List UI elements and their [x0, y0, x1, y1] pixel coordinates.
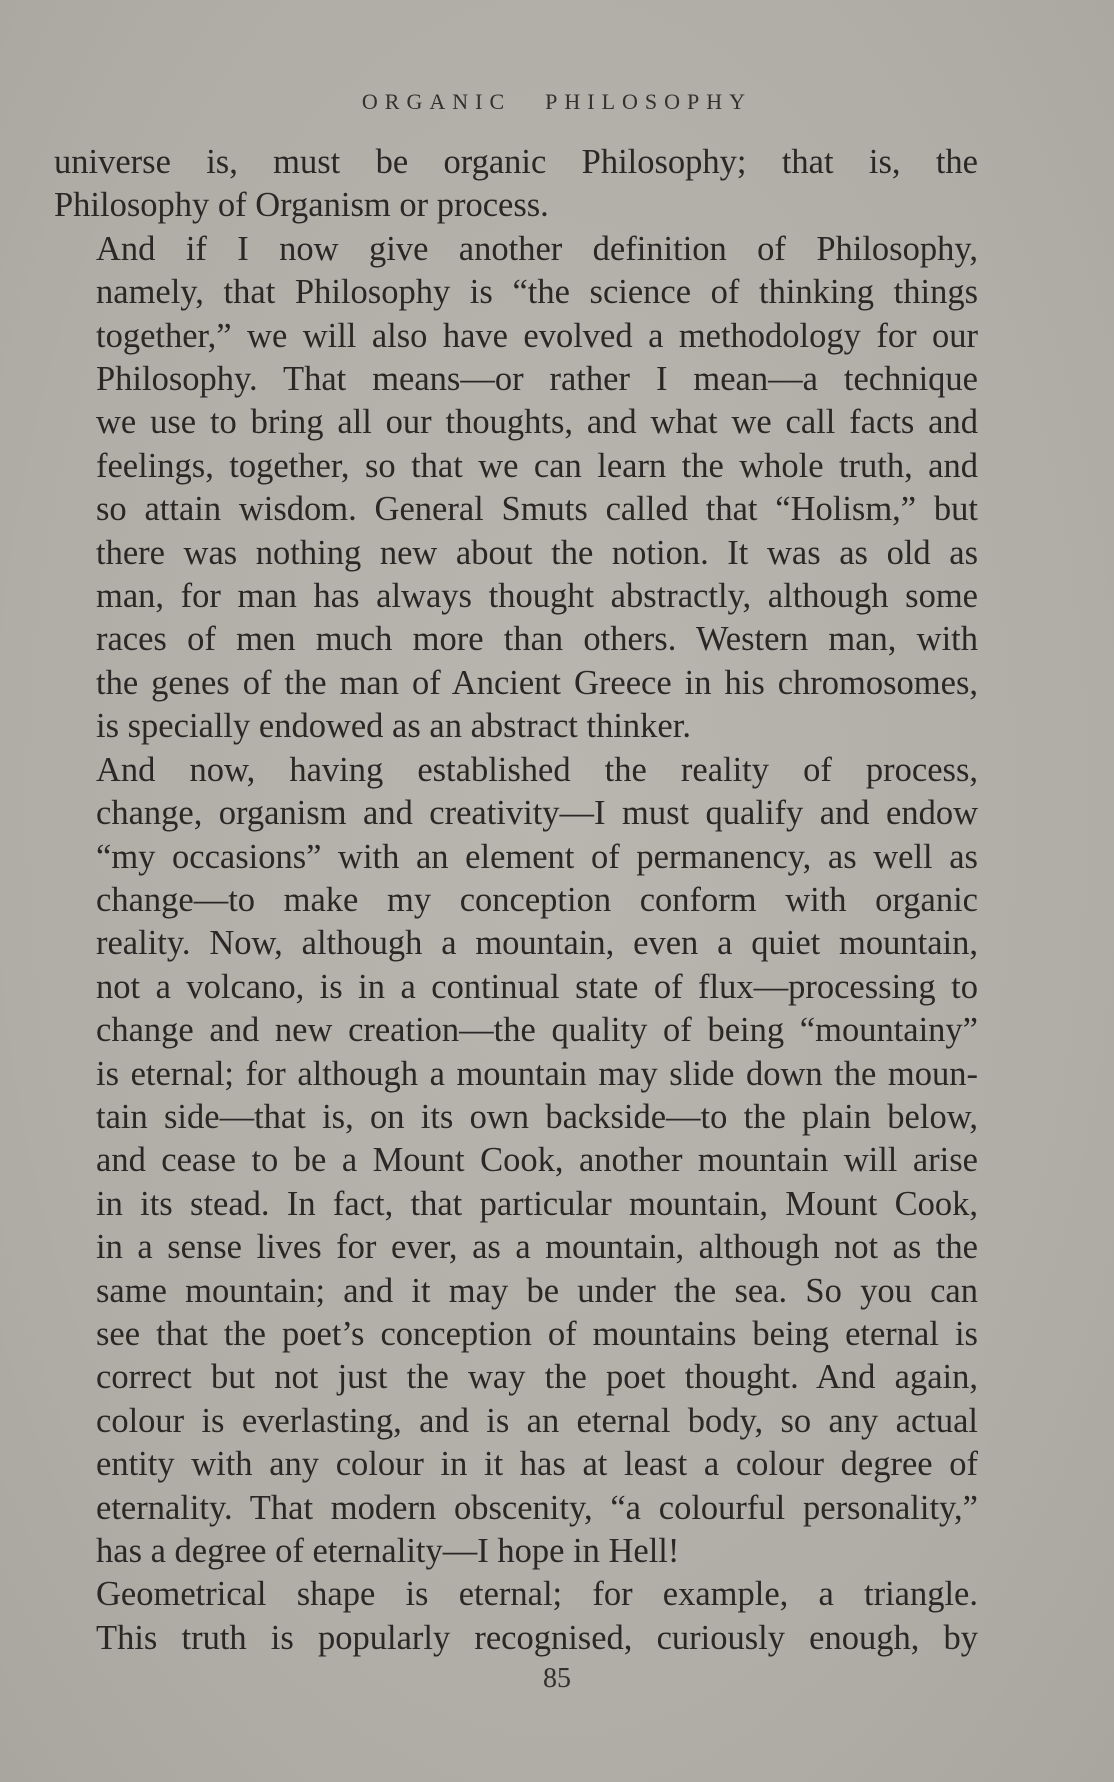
text-line: see that the poet’s conception of mountains being eternal is	[96, 1314, 978, 1353]
running-head-right: PHILOSOPHY	[545, 89, 753, 114]
text-line: the genes of the man of Ancient Greece in his chromosomes,	[96, 663, 978, 702]
text-line: we use to bring all our thoughts, and what we call facts and	[96, 403, 978, 442]
text-line: This truth is popularly recognised, curiously enough, by	[96, 1618, 978, 1657]
text-line: And if I now give another definition of Philosophy,	[96, 229, 978, 268]
text-line: and cease to be a Mount Cook, another mountain will arise	[96, 1141, 978, 1180]
text-line: Philosophy of Organism or process.	[54, 186, 549, 225]
text-line: is eternal; for although a mountain may slide down the moun-	[96, 1054, 978, 1093]
text-line: together,” we will also have evolved a methodology for our	[96, 316, 978, 355]
text-line: man, for man has always thought abstractly, although some	[96, 577, 978, 616]
paragraph	[54, 749, 978, 1574]
text-line: in its stead. In fact, that particular mountain, Mount Cook,	[96, 1184, 978, 1223]
text-line: universe is, must be organic Philosophy; that is, the	[54, 143, 978, 181]
text-line: correct but not just the way the poet thought. And again,	[96, 1358, 978, 1397]
text-line: entity with any colour in it has at least a colour degree of	[96, 1445, 978, 1484]
text-line: eternality. That modern obscenity, “a colourful personality,”	[96, 1488, 978, 1527]
running-head-left: ORGANIC	[361, 89, 512, 114]
text-line: there was nothing new about the notion. It was as old as	[96, 533, 978, 572]
text-line: races of men much more than others. Western man, with	[96, 620, 978, 659]
paragraph	[54, 1573, 978, 1660]
text-line: namely, that Philosophy is “the science of thinking things	[96, 273, 978, 312]
text-line: has a degree of eternality—I hope in Hell!	[96, 1532, 680, 1570]
text-line: Philosophy. That means—or rather I mean—a technique	[96, 360, 978, 399]
text-line: change, organism and creativity—I must qualify and endow	[96, 794, 978, 833]
text-line: same mountain; and it may be under the sea. So you can	[96, 1271, 978, 1310]
paragraph	[54, 141, 978, 228]
text-line: not a volcano, is in a continual state of flux—processing to	[96, 967, 978, 1006]
text-line: so attain wisdom. General Smuts called that “Holism,” but	[96, 490, 978, 529]
text-line: is specially endowed as an abstract thinker.	[96, 707, 691, 746]
page-number: 85	[543, 1663, 571, 1694]
text-line: “my occasions” with an element of permanency, as well as	[96, 837, 978, 876]
text-line: tain side—that is, on its own backside—to the plain below,	[96, 1097, 978, 1136]
body-text	[54, 141, 978, 1660]
running-head	[0, 89, 1114, 115]
text-line: feelings, together, so that we can learn the whole truth, and	[96, 446, 978, 485]
paragraph	[54, 228, 978, 749]
text-line: change—to make my conception conform with organic	[96, 880, 978, 919]
text-line: And now, having established the reality of process,	[96, 750, 978, 789]
text-line: in a sense lives for ever, as a mountain, although not as the	[96, 1228, 978, 1267]
text-line: change and new creation—the quality of being “mountainy”	[96, 1011, 978, 1050]
text-line: reality. Now, although a mountain, even a quiet mountain,	[96, 924, 978, 963]
text-line: colour is everlasting, and is an eternal body, so any actual	[96, 1401, 978, 1440]
text-line: Geometrical shape is eternal; for example, a triangle.	[96, 1575, 978, 1614]
